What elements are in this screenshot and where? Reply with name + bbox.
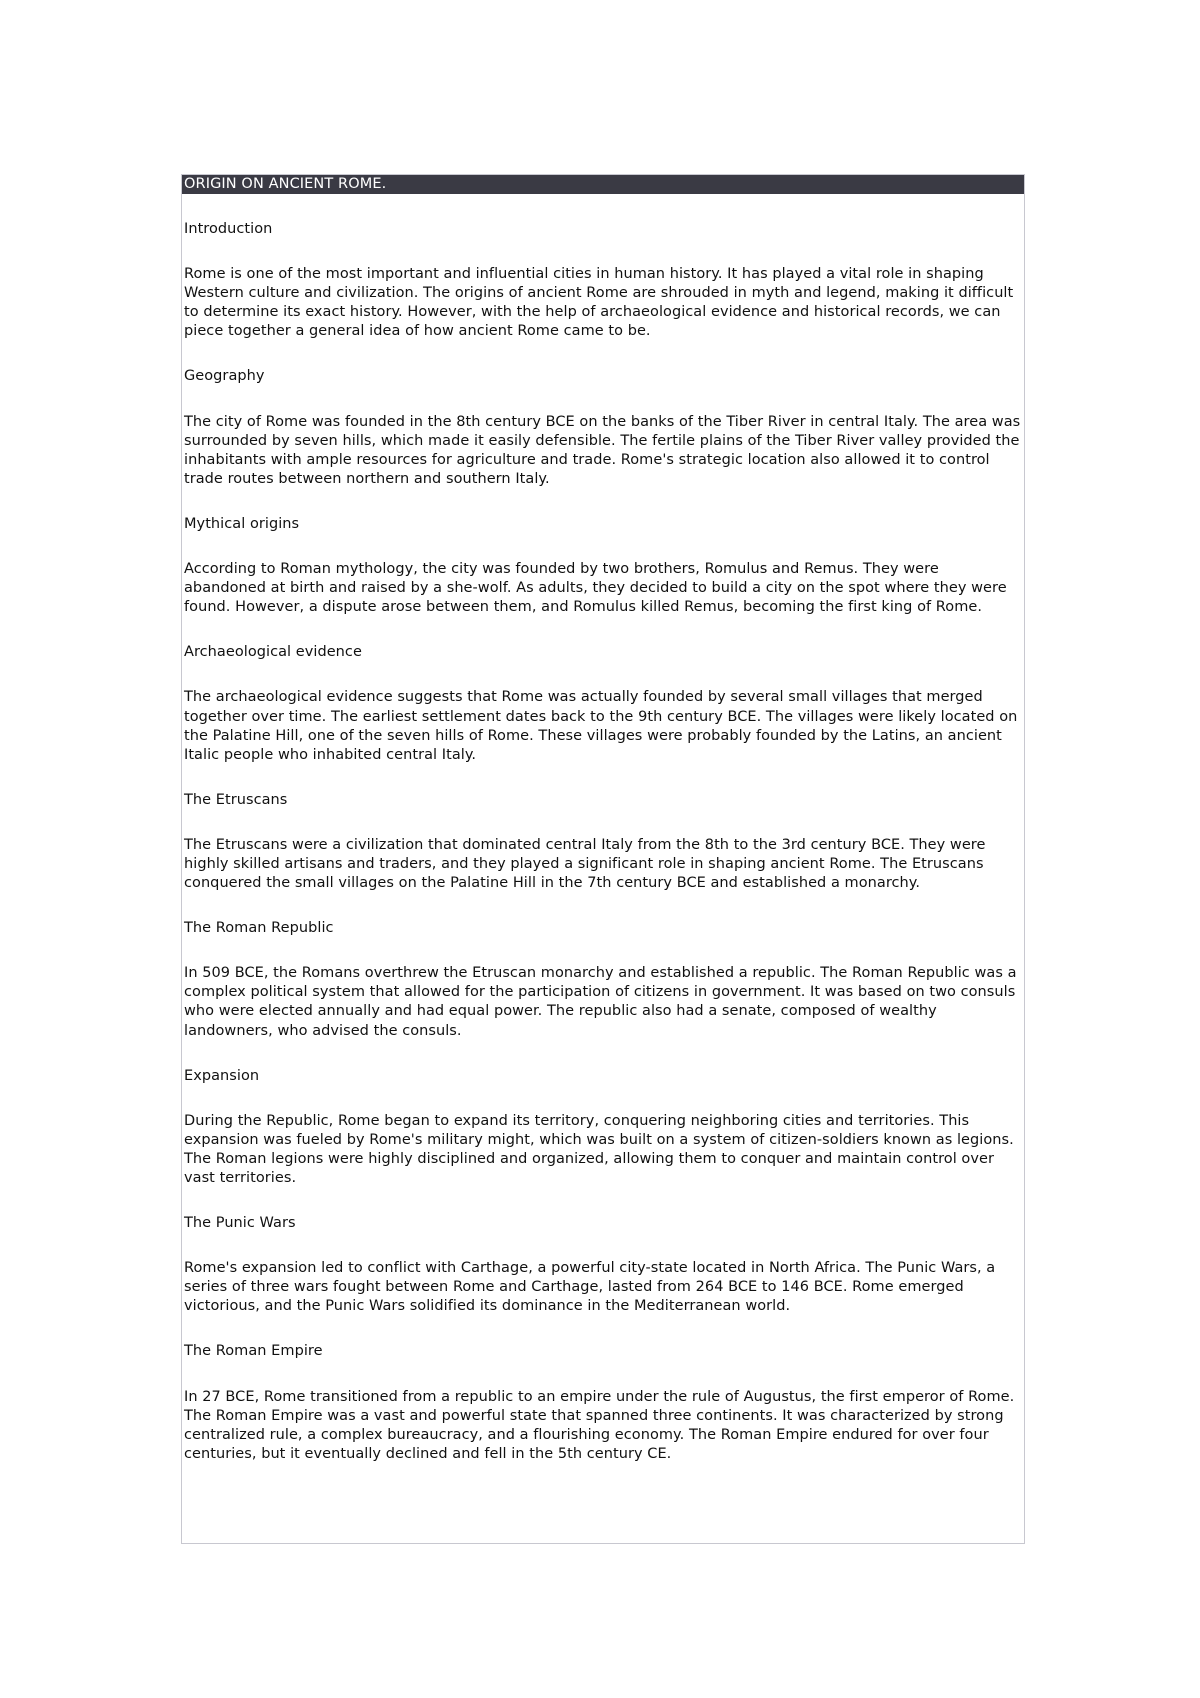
section-heading-roman-empire: The Roman Empire (184, 1343, 323, 1360)
section-heading-roman-republic: The Roman Republic (184, 920, 334, 937)
section-text-expansion: During the Republic, Rome began to expand its territory, conquering neighboring cities and territories. This expansion was fueled by Rome's military might, which was built on a system of citizen-soldiers known as legions. The Roman legions were highly disciplined and organized, allowing them to conquer and maintain control over vast territories. (184, 1112, 1014, 1186)
section-heading-mythical-origins: Mythical origins (184, 515, 300, 532)
section-text-mythical-origins: According to Roman mythology, the city was founded by two brothers, Romulus and Remus. They were abandoned at birth and raised by a she-wolf. As adults, they decided to build a city on the spot where they were found. However, a dispute arose between them, and Romulus killed Remus, becoming the first king of Rome. (184, 561, 1007, 616)
section-text-archaeological-evidence: The archaeological evidence suggests that Rome was actually founded by several small villages that merged together over time. The earliest settlement dates back to the 9th century BCE. The villages were likely located on the Palatine Hill, one of the seven hills of Rome. These villages were probably founded by the Latins, an ancient Italic people who inhabited central Italy. (184, 689, 1018, 763)
section-heading-introduction: Introduction (184, 221, 273, 237)
document-page (181, 174, 1025, 1544)
section-heading-etruscans: The Etruscans (184, 791, 288, 808)
document-body (182, 220, 1024, 1464)
section-heading-archaeological-evidence: Archaeological evidence (184, 644, 362, 661)
section-text-roman-republic: In 509 BCE, the Romans overthrew the Etruscan monarchy and established a republic. The Roman Republic was a complex political system that allowed for the participation of citizens in government. It was based on two consuls who were elected annually and had equal power. The republic also had a senate, composed of wealthy landowners, who advised the consuls. (184, 965, 1017, 1039)
section-text-punic-wars: Rome's expansion led to conflict with Carthage, a powerful city-state located in North Africa. The Punic Wars, a series of three wars fought between Rome and Carthage, lasted from 264 BCE to 146 BCE. Rome emerged victorious, and the Punic Wars solidified its dominance in the Mediterranean world. (184, 1260, 996, 1315)
section-heading-geography: Geography (184, 368, 265, 385)
section-text-introduction: Rome is one of the most important and influential cities in human history. It has played a vital role in shaping Western culture and civilization. The origins of ancient Rome are shrouded in myth and legend, making it difficult to determine its exact history. However, with the help of archaeological evidence and historical records, we can piece together a general idea of how ancient Rome came to be. (184, 266, 1014, 340)
section-text-geography: The city of Rome was founded in the 8th century BCE on the banks of the Tiber River in central Italy. The area was surrounded by seven hills, which made it easily defensible. The fertile plains of the Tiber River valley provided the inhabitants with ample resources for agriculture and trade. Rome's strategic location also allowed it to control trade routes between northern and southern Italy. (184, 413, 1021, 487)
document-title: ORIGIN ON ANCIENT ROME. (182, 175, 1024, 194)
section-heading-punic-wars: The Punic Wars (184, 1215, 296, 1232)
section-heading-expansion: Expansion (184, 1067, 260, 1084)
section-text-roman-empire: In 27 BCE, Rome transitioned from a republic to an empire under the rule of Augustus, the first emperor of Rome. The Roman Empire was a vast and powerful state that spanned three continents. It was characterized by strong centralized rule, a complex bureaucracy, and a flourishing economy. The Roman Empire endured for over four centuries, but it eventually declined and fell in the 5th century CE. (184, 1388, 1015, 1462)
section-text-etruscans: The Etruscans were a civilization that dominated central Italy from the 8th to the 3rd century BCE. They were highly skilled artisans and traders, and they played a significant role in shaping ancient Rome. The Etruscans conquered the small villages on the Palatine Hill in the 7th century BCE and established a monarchy. (184, 836, 986, 892)
